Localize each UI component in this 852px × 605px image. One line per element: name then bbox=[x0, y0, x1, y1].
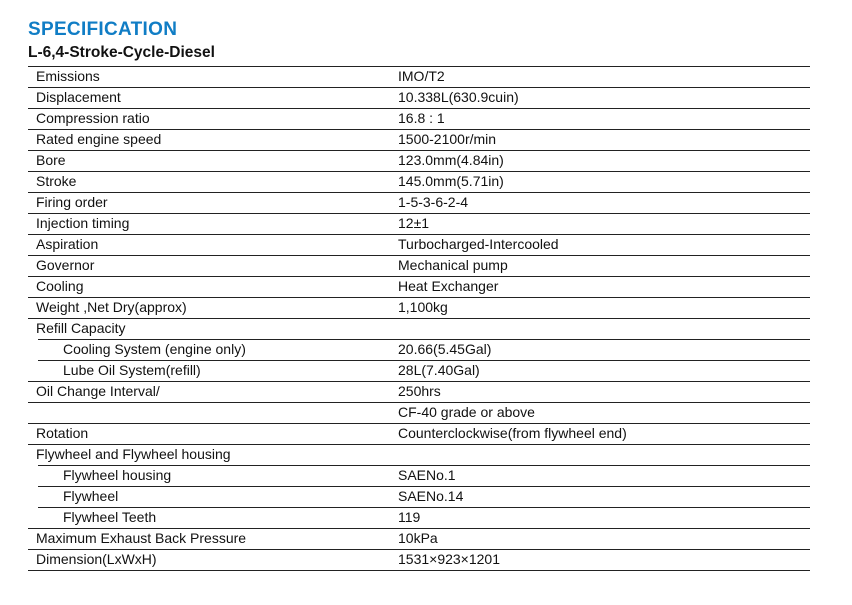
spec-row bbox=[28, 381, 810, 402]
spec-value: SAENo.14 bbox=[398, 488, 464, 504]
spec-label: Governor bbox=[36, 257, 95, 273]
spec-label: Cooling bbox=[36, 278, 84, 294]
spec-row bbox=[28, 360, 810, 381]
spec-value: 145.0mm(5.71in) bbox=[398, 173, 504, 189]
spec-row bbox=[28, 486, 810, 507]
spec-row bbox=[28, 339, 810, 360]
spec-label: Flywheel housing bbox=[63, 467, 172, 483]
spec-table bbox=[28, 66, 810, 571]
spec-value bbox=[398, 318, 810, 339]
spec-label: Injection timing bbox=[36, 215, 130, 231]
spec-row bbox=[28, 213, 810, 234]
spec-value: 1,100kg bbox=[398, 299, 448, 315]
spec-label: Flywheel bbox=[63, 488, 119, 504]
spec-value: 28L(7.40Gal) bbox=[398, 362, 480, 378]
spec-value: 1531×923×1201 bbox=[398, 551, 500, 567]
spec-label: Displacement bbox=[36, 89, 121, 105]
table-bottom-border bbox=[28, 570, 810, 571]
spec-value: 10kPa bbox=[398, 530, 438, 546]
spec-row bbox=[28, 297, 810, 318]
spec-value: Counterclockwise(from flywheel end) bbox=[398, 425, 627, 441]
spec-label: Maximum Exhaust Back Pressure bbox=[36, 530, 247, 546]
spec-row bbox=[28, 234, 810, 255]
spec-label: Emissions bbox=[36, 68, 100, 84]
spec-value: Turbocharged-Intercooled bbox=[398, 236, 559, 252]
spec-value: IMO/T2 bbox=[398, 68, 445, 84]
spec-row bbox=[28, 423, 810, 444]
spec-row bbox=[28, 549, 810, 570]
spec-value: Mechanical pump bbox=[398, 257, 508, 273]
spec-value: 10.338L(630.9cuin) bbox=[398, 89, 519, 105]
spec-label: Firing order bbox=[36, 194, 108, 210]
page-title: SPECIFICATION bbox=[28, 19, 178, 40]
spec-row bbox=[28, 129, 810, 150]
spec-value: Heat Exchanger bbox=[398, 278, 499, 294]
spec-value: 12±1 bbox=[398, 215, 430, 231]
spec-label bbox=[28, 402, 398, 423]
spec-row bbox=[28, 108, 810, 129]
spec-label: Bore bbox=[36, 152, 66, 168]
spec-row bbox=[28, 402, 810, 423]
spec-row bbox=[28, 507, 810, 528]
engine-model-subtitle: L-6,4-Stroke-Cycle-Diesel bbox=[28, 44, 215, 61]
spec-label: Compression ratio bbox=[36, 110, 150, 126]
spec-label: Dimension(LxWxH) bbox=[36, 551, 157, 567]
spec-row bbox=[28, 171, 810, 192]
spec-row bbox=[28, 528, 810, 549]
spec-label: Rotation bbox=[36, 425, 89, 441]
spec-label: Oil Change Interval/ bbox=[36, 383, 160, 399]
spec-label: Refill Capacity bbox=[36, 320, 126, 336]
spec-label: Flywheel Teeth bbox=[63, 509, 157, 525]
spec-value: 16.8 : 1 bbox=[398, 110, 445, 126]
spec-value: 1-5-3-6-2-4 bbox=[398, 194, 469, 210]
spec-value: CF-40 grade or above bbox=[398, 404, 535, 420]
spec-value: 123.0mm(4.84in) bbox=[398, 152, 504, 168]
spec-row bbox=[28, 87, 810, 108]
spec-row bbox=[28, 150, 810, 171]
spec-label: Lube Oil System(refill) bbox=[63, 362, 201, 378]
spec-row bbox=[28, 318, 810, 339]
spec-value: 20.66(5.45Gal) bbox=[398, 341, 492, 357]
spec-value: SAENo.1 bbox=[398, 467, 456, 483]
spec-value: 119 bbox=[398, 509, 421, 525]
spec-row bbox=[28, 192, 810, 213]
spec-row bbox=[28, 444, 810, 465]
spec-row bbox=[28, 276, 810, 297]
spec-label: Weight ,Net Dry(approx) bbox=[36, 299, 187, 315]
spec-label: Rated engine speed bbox=[36, 131, 162, 147]
spec-value: 1500-2100r/min bbox=[398, 131, 497, 147]
spec-row bbox=[28, 255, 810, 276]
spec-value bbox=[398, 444, 810, 465]
spec-label: Flywheel and Flywheel housing bbox=[36, 446, 231, 462]
spec-label: Cooling System (engine only) bbox=[63, 341, 246, 357]
spec-label: Aspiration bbox=[36, 236, 99, 252]
spec-label: Stroke bbox=[36, 173, 77, 189]
spec-row bbox=[28, 465, 810, 486]
spec-row bbox=[28, 66, 810, 87]
spec-value: 250hrs bbox=[398, 383, 441, 399]
